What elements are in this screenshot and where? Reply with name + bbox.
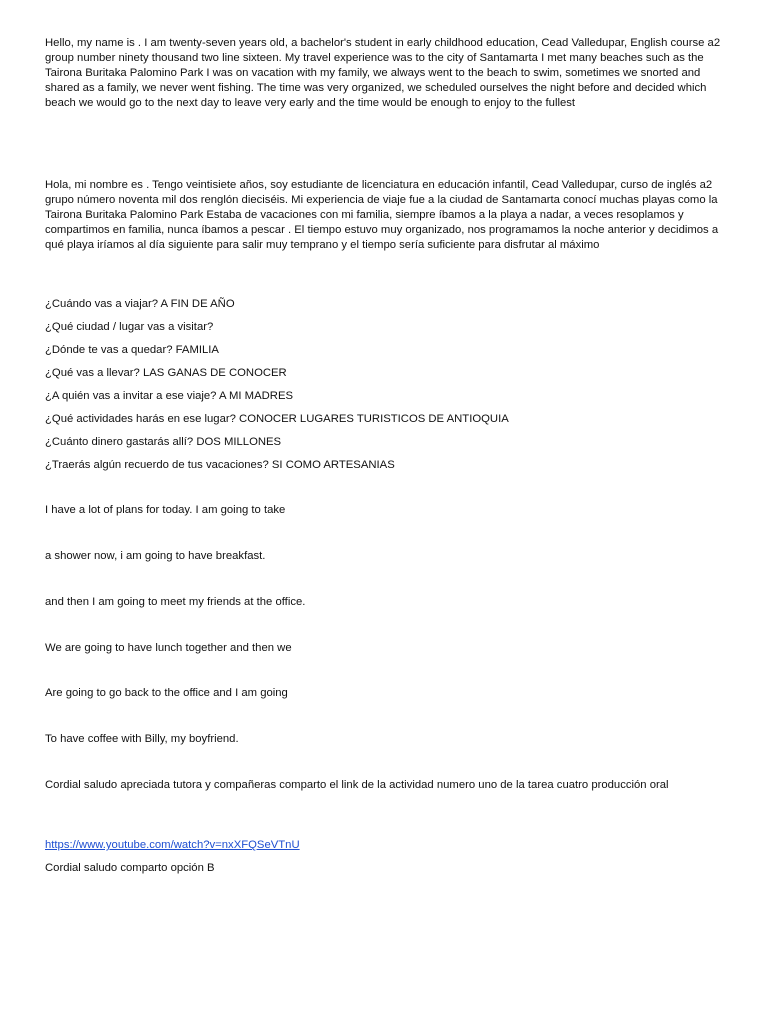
question-item: ¿Qué actividades harás en ese lugar? CONOCER LUGARES TURISTICOS DE ANTIOQUIA bbox=[45, 413, 509, 425]
greeting-activity-text: Cordial saludo apreciada tutora y compañeras comparto el link de la actividad numero uno de la tarea cuatro producción oral bbox=[45, 779, 669, 791]
plan-line: We are going to have lunch together and then we bbox=[45, 642, 292, 654]
youtube-link[interactable]: https://www.youtube.com/watch?v=nxXFQSeVTnU bbox=[45, 839, 300, 851]
spanish-paragraph: Hola, mi nombre es . Tengo veintisiete años, soy estudiante de licenciatura en educación infantil, Cead Valledupar, curso de inglés a2 grupo número noventa mil dos renglón dieciséis. Mi experiencia de viaje fue a la ciudad de Santamarta conocí muchas playas como la Tairona Buritaka Palomino Park Estaba de vacaciones con mi familia, siempre íbamos a la playa a nadar, a veces resoplamos y compartimos en familia, nunca íbamos a pescar . El tiempo estuvo muy organizado, nos programamos la noche anterior y decidimos a qué playa iríamos al día siguiente para salir muy temprano y el tiempo sería suficiente para disfrutar al máximo bbox=[45, 179, 719, 251]
plan-line: a shower now, i am going to have breakfast. bbox=[45, 550, 266, 562]
youtube-link-line bbox=[45, 838, 735, 853]
question-item: ¿Dónde te vas a quedar? FAMILIA bbox=[45, 344, 219, 356]
plan-line: To have coffee with Billy, my boyfriend. bbox=[45, 733, 239, 745]
question-item: ¿Qué vas a llevar? LAS GANAS DE CONOCER bbox=[45, 367, 287, 379]
question-item: ¿A quién vas a invitar a ese viaje? A MI MADRES bbox=[45, 390, 294, 402]
plan-line: I have a lot of plans for today. I am going to take bbox=[45, 504, 286, 516]
question-list bbox=[45, 297, 725, 481]
question-item: ¿Qué ciudad / lugar vas a visitar? bbox=[45, 321, 214, 333]
english-paragraph: Hello, my name is . I am twenty-seven years old, a bachelor's student in early childhood education, Cead Valledupar, English course a2 group number ninety thousand two line sixteen. My travel experience was to the city of Santamarta I met many beaches such as the Tairona Buritaka Palomino Park I was on vacation with my family, we always went to the beach to swim, sometimes we snorted and shared as a family, we never went fishing. The time was very organized, we scheduled ourselves the night before and decided which beach we would go to the next day to leave very early and the time would be enough to enjoy to the fullest bbox=[45, 37, 721, 109]
question-item: ¿Cuándo vas a viajar? A FIN DE AÑO bbox=[45, 298, 235, 310]
question-item: ¿Traerás algún recuerdo de tus vacaciones? SI COMO ARTESANIAS bbox=[45, 459, 395, 471]
plan-line: Are going to go back to the office and I am going bbox=[45, 687, 288, 699]
question-item: ¿Cuánto dinero gastarás allí? DOS MILLONES bbox=[45, 436, 282, 448]
greeting-option-text: Cordial saludo comparto opción B bbox=[45, 862, 215, 874]
plan-line: and then I am going to meet my friends at the office. bbox=[45, 596, 306, 608]
